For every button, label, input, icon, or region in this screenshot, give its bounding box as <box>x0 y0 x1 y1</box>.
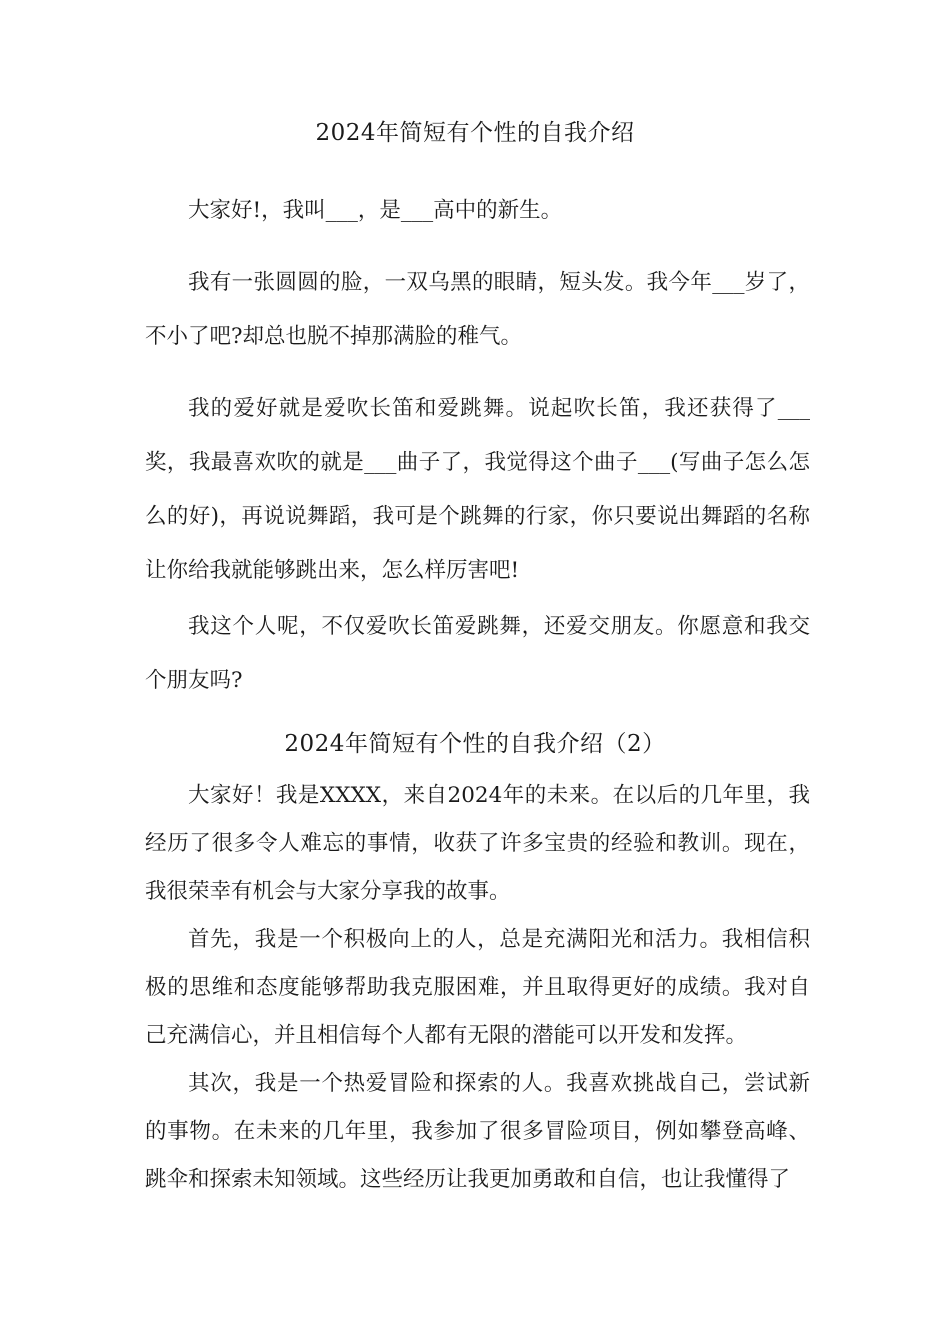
paragraph-text: 大家好！我是XXXX，来自2024年的未来。在以后的几年里，我经历了很多令人难忘的事情，收获了许多宝贵的经验和教训。现在，我很荣幸有机会与大家分享我的故事。 <box>145 783 810 904</box>
paragraph-text: 其次，我是一个热爱冒险和探索的人。我喜欢挑战自己，尝试新的事物。在未来的几年里，我参加了很多冒险项目，例如攀登高峰、跳伞和探索未知领域。这些经历让我更加勇敢和自信，也让我懂得了 <box>145 1071 810 1192</box>
paragraph-appearance <box>145 256 810 364</box>
section-2-body <box>145 772 810 1204</box>
paragraph-text: 我有一张圆圆的脸，一双乌黑的眼睛，短头发。我今年___岁了，不小了吧?却总也脱不掉那满脸的稚气。 <box>145 270 810 349</box>
paragraph-friends <box>145 600 810 708</box>
paragraph-text: 我这个人呢，不仅爱吹长笛爱跳舞，还爱交朋友。你愿意和我交个朋友吗? <box>145 614 810 693</box>
paragraph-text: 首先，我是一个积极向上的人，总是充满阳光和活力。我相信积极的思维和态度能够帮助我克服困难，并且取得更好的成绩。我对自己充满信心，并且相信每个人都有无限的潜能可以开发和发挥。 <box>145 927 810 1048</box>
paragraph-greeting <box>145 184 810 238</box>
paragraph-text: 大家好!，我叫___，是___高中的新生。 <box>188 198 563 223</box>
paragraph-hobbies <box>145 382 810 598</box>
paragraph-text: 我的爱好就是爱吹长笛和爱跳舞。说起吹长笛，我还获得了___奖，我最喜欢吹的就是___曲子了，我觉得这个曲子___(写曲子怎么怎么的好)，再说说舞蹈，我可是个跳舞的行家，你只要说出舞蹈的名称让你给我就能够跳出来，怎么样厉害吧! <box>145 396 810 583</box>
section-title-2: 2024年简短有个性的自我介绍（2） <box>284 731 666 757</box>
document-title: 2024年简短有个性的自我介绍 <box>315 120 635 146</box>
